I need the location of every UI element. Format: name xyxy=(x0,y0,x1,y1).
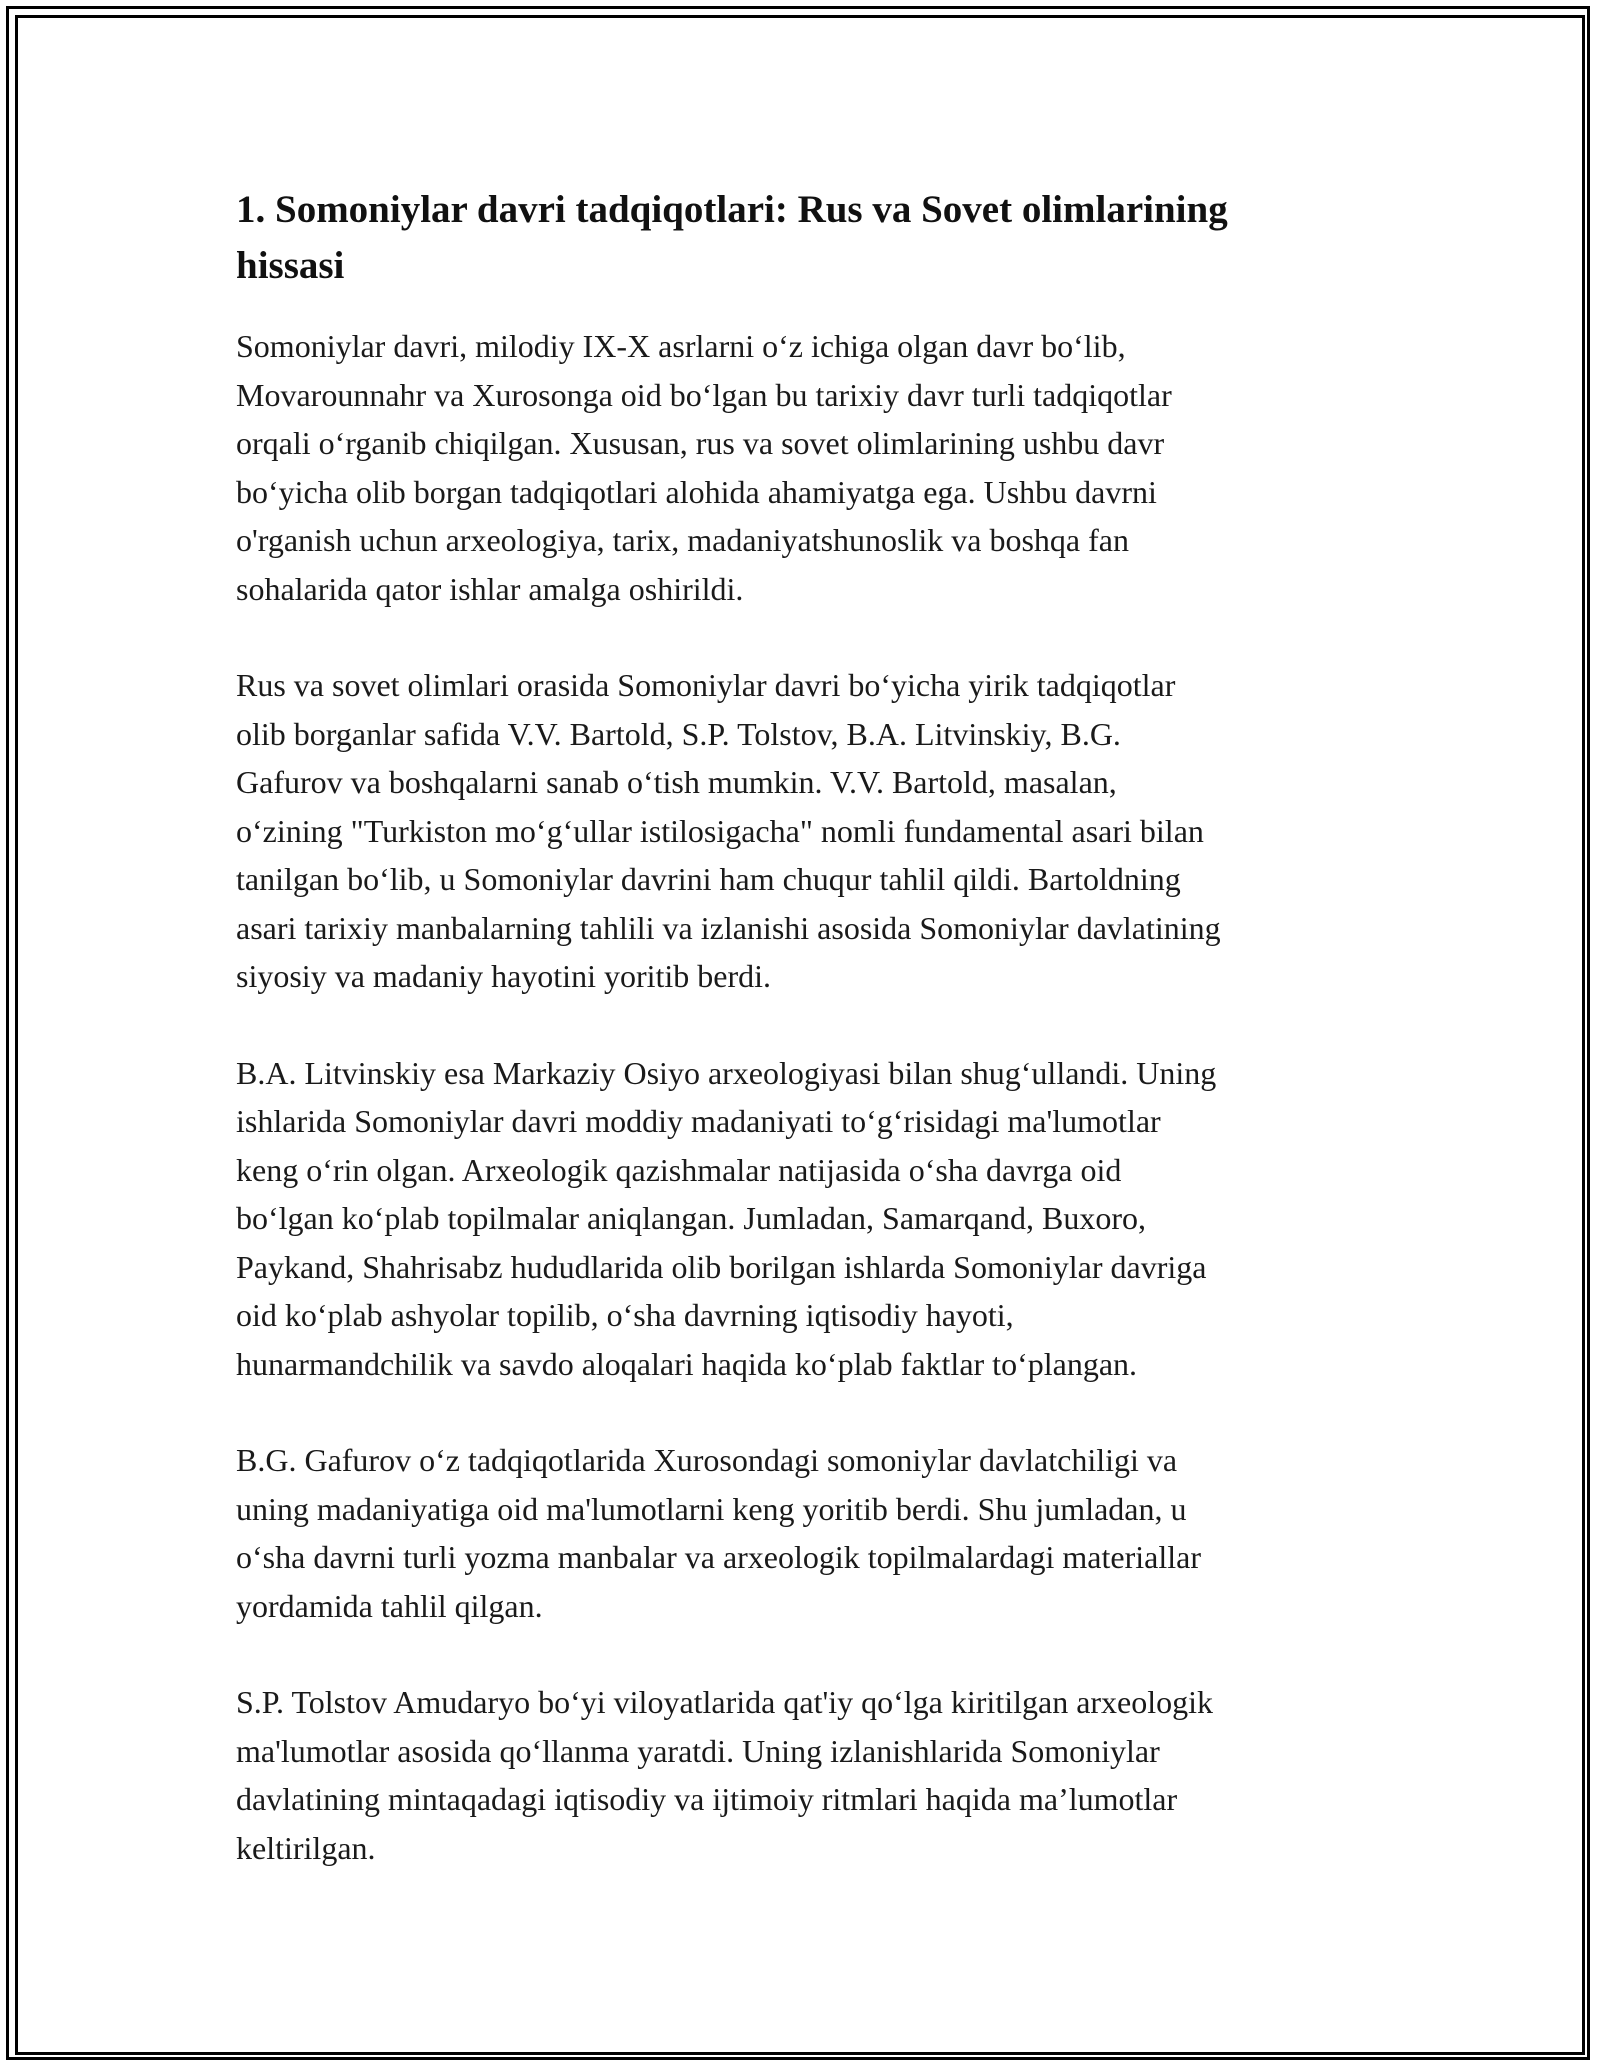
document-title: 1. Somoniylar davri tadqiqotlari: Rus va Sovet olimlarining hissasi xyxy=(236,188,1228,287)
paragraph-gafurov: B.G. Gafurov o‘z tadqiqotlarida Xurosondagi somoniylar davlatchiligi va uning madaniyatiga oid ma'lumotlarni keng yoritib berdi. Shu jumladan, u o‘sha davrni turli yozma manbalar va arxeologik topilmalardagi materiallar yordamida tahlil qilgan. xyxy=(236,1442,1201,1624)
paragraph-litvinskiy: B.A. Litvinskiy esa Markaziy Osiyo arxeologiyasi bilan shug‘ullandi. Uning ishlarida Somoniylar davri moddiy madaniyati to‘g‘risidagi ma'lumotlar keng o‘rin olgan. Arxeologik qazishmalar natijasida o‘sha davrga oid bo‘lgan ko‘plab topilmalar aniqlangan. Jumladan, Samarqand, Buxoro, Paykand, Shahrisabz hududlarida olib borilgan ishlarda Somoniylar davriga oid ko‘plab ashyolar topilib, o‘sha davrning iqtisodiy hayoti, hunarmandchilik va savdo aloqalari haqida ko‘plab faktlar to‘plangan. xyxy=(236,1054,1217,1382)
paragraph-tolstov: S.P. Tolstov Amudaryo bo‘yi viloyatlarida qat'iy qo‘lga kiritilgan arxeologik ma'lumotlar asosida qo‘llanma yaratdi. Uning izlanishlarida Somoniylar davlatining mintaqadagi iqtisodiy va ijtimoiy ritmlari haqida ma’lumotlar keltirilgan. xyxy=(236,1684,1214,1866)
document-body xyxy=(236,182,1376,1920)
paragraph-intro: Somoniylar davri, milodiy IX-X asrlarni o‘z ichiga olgan davr bo‘lib, Movarounnahr va Xurosonga oid bo‘lgan bu tarixiy davr turli tadqiqotlar orqali o‘rganib chiqilgan. Xususan, rus va sovet olimlarining ushbu davr bo‘yicha olib borgan tadqiqotlari alohida ahamiyatga ega. Ushbu davrni o'rganish uchun arxeologiya, tarix, madaniyatshunoslik va boshqa fan sohalarida qator ishlar amalga oshirildi. xyxy=(236,328,1172,607)
paragraph-scholars: Rus va sovet olimlari orasida Somoniylar davri bo‘yicha yirik tadqiqotlar olib borganlar safida V.V. Bartold, S.P. Tolstov, B.A. Litvinskiy, B.G. Gafurov va boshqalarni sanab o‘tish mumkin. V.V. Bartold, masalan, o‘zining "Turkiston mo‘g‘ullar istilosigacha" nomli fundamental asari bilan tanilgan bo‘lib, u Somoniylar davrini ham chuqur tahlil qildi. Bartoldning asari tarixiy manbalarning tahlili va izlanishi asosida Somoniylar davlatining siyosiy va madaniy hayotini yoritib berdi. xyxy=(236,667,1221,994)
